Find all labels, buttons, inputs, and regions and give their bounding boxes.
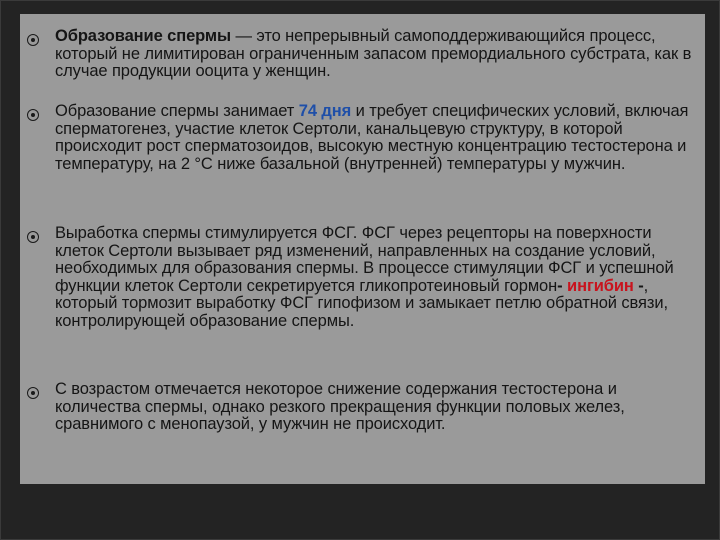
dash-right: - (633, 276, 644, 295)
bullet-3-after: , который тормозит выработку ФСГ гипофизом и замыкает петлю обратной связи, контролирующей образование спермы. (55, 276, 668, 330)
highlight-inhibin: ингибин (567, 276, 634, 295)
bullet-text-3 (55, 225, 700, 330)
term-sperm-formation: Образование спермы (55, 27, 232, 45)
bullet-2-after: и требует специфических условий, включая сперматогенез, участие клеток Сертоли, канальцевую структуру, в которой происходит рост сперматозоидов, высокую местную концентрацию тестостерона и температуру, на 2 °С ниже базальной (внутренней) температуры у мужчин. (55, 102, 689, 173)
circled-dot-bullet-icon (27, 109, 39, 121)
circled-dot-bullet-icon (27, 34, 39, 46)
bullet-text-2 (55, 103, 700, 173)
bullet-1-body: — это непрерывный самоподдерживающийся процесс, который не лимитирован ограниченным запасом премордиального субстрата, как в случае продукции ооцита у женщин. (55, 27, 692, 80)
circled-dot-bullet-icon (27, 231, 39, 243)
content-panel (20, 14, 705, 484)
dash-left: - (557, 276, 568, 295)
circled-dot-bullet-icon (27, 387, 39, 399)
bullet-2-before: Образование спермы занимает (55, 102, 299, 120)
highlight-74-days: 74 дня (298, 102, 352, 120)
bullet-text-1 (55, 28, 700, 81)
bullet-4-body: С возрастом отмечается некоторое снижение содержания тестостерона и количества спермы, однако резкого прекращения функции половых желез, сравнимого с менопаузой, у мужчин не происходит. (55, 380, 625, 433)
bullet-text-4 (55, 381, 700, 434)
bullet-3-before: Выработка спермы стимулируется ФСГ. ФСГ через рецепторы на поверхности клеток Сертоли вызывает ряд изменений, направленных на создание условий, необходимых для образования спермы. В процессе стимуляции ФСГ и успешной функции клеток Сертоли секретируется гликопротеиновый гормон (55, 224, 674, 295)
